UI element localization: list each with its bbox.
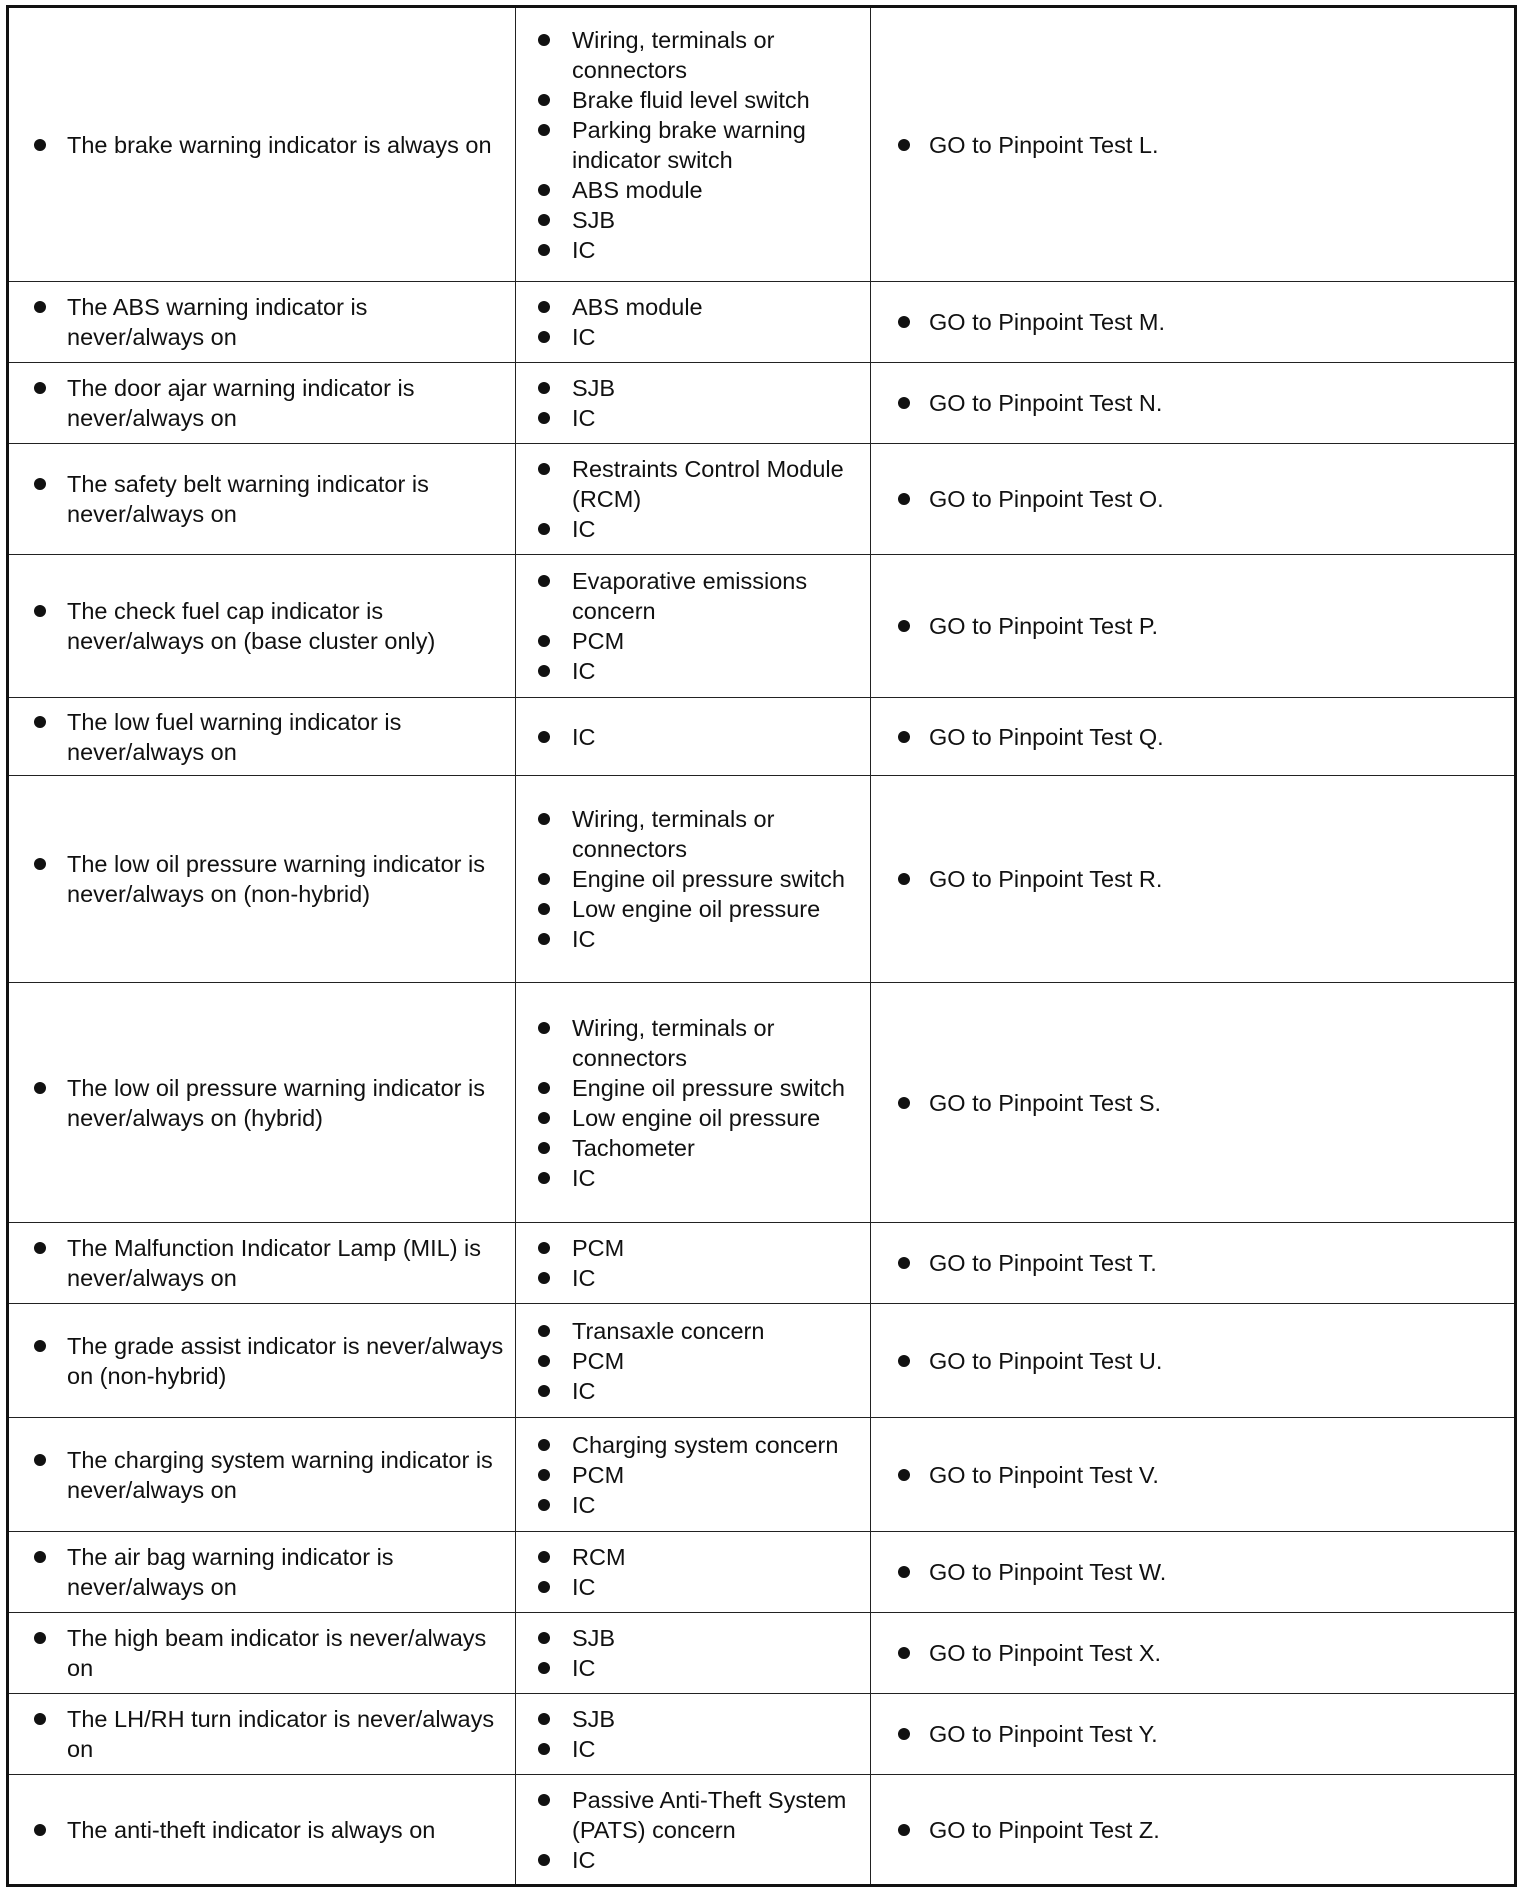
- table-row: [8, 698, 1516, 776]
- possible-source-item: PCM: [516, 1346, 864, 1376]
- condition-text: The high beam indicator is never/always on: [9, 1623, 509, 1683]
- possible-source-list: [516, 1233, 864, 1293]
- pinpoint-test-action: GO to Pinpoint Test W.: [871, 1557, 1508, 1587]
- action-list: [871, 1557, 1508, 1587]
- condition-cell: [8, 1304, 516, 1418]
- action-list: [871, 722, 1508, 752]
- table-row: [8, 282, 1516, 363]
- action-list: [871, 1088, 1508, 1118]
- condition-text: The anti-theft indicator is always on: [9, 1815, 509, 1845]
- possible-source-item: IC: [516, 1572, 864, 1602]
- condition-cell: [8, 363, 516, 444]
- possible-source-list: [516, 1623, 864, 1683]
- condition-list: [9, 1704, 509, 1764]
- condition-cell: [8, 444, 516, 555]
- condition-text: The low fuel warning indicator is never/always on: [9, 707, 509, 767]
- pinpoint-test-action: GO to Pinpoint Test V.: [871, 1460, 1508, 1490]
- possible-source-item: IC: [516, 235, 864, 265]
- pinpoint-test-action: GO to Pinpoint Test T.: [871, 1248, 1508, 1278]
- table-row: [8, 1694, 1516, 1775]
- condition-list: [9, 130, 509, 160]
- possible-source-cell: [516, 1694, 871, 1775]
- table-row: [8, 983, 1516, 1223]
- pinpoint-test-action: GO to Pinpoint Test X.: [871, 1638, 1508, 1668]
- condition-cell: [8, 1223, 516, 1304]
- possible-source-item: ABS module: [516, 292, 864, 322]
- possible-source-item: SJB: [516, 373, 864, 403]
- possible-source-item: Charging system concern: [516, 1430, 864, 1460]
- action-cell: [871, 698, 1516, 776]
- condition-cell: [8, 1775, 516, 1886]
- action-cell: [871, 7, 1516, 282]
- condition-list: [9, 1073, 509, 1133]
- possible-source-list: [516, 804, 864, 954]
- action-cell: [871, 363, 1516, 444]
- table-row: [8, 1613, 1516, 1694]
- condition-cell: [8, 7, 516, 282]
- table-row: [8, 776, 1516, 983]
- pinpoint-test-action: GO to Pinpoint Test S.: [871, 1088, 1508, 1118]
- possible-source-item: Restraints Control Module (RCM): [516, 454, 864, 514]
- possible-source-list: [516, 566, 864, 686]
- table-row: [8, 363, 1516, 444]
- possible-source-list: [516, 1704, 864, 1764]
- possible-source-cell: [516, 1223, 871, 1304]
- condition-list: [9, 1815, 509, 1845]
- action-cell: [871, 1223, 1516, 1304]
- possible-source-item: IC: [516, 722, 864, 752]
- possible-source-list: [516, 454, 864, 544]
- action-cell: [871, 555, 1516, 698]
- symptom-chart: [6, 5, 1514, 1887]
- condition-list: [9, 849, 509, 909]
- table-row: [8, 1418, 1516, 1532]
- possible-source-item: IC: [516, 1376, 864, 1406]
- pinpoint-test-action: GO to Pinpoint Test L.: [871, 130, 1508, 160]
- possible-source-item: Engine oil pressure switch: [516, 1073, 864, 1103]
- possible-source-cell: [516, 1418, 871, 1532]
- condition-cell: [8, 983, 516, 1223]
- action-cell: [871, 282, 1516, 363]
- condition-cell: [8, 1694, 516, 1775]
- possible-source-cell: [516, 282, 871, 363]
- condition-text: The low oil pressure warning indicator is never/always on (non-hybrid): [9, 849, 509, 909]
- condition-text: The Malfunction Indicator Lamp (MIL) is never/always on: [9, 1233, 509, 1293]
- pinpoint-test-action: GO to Pinpoint Test Z.: [871, 1815, 1508, 1845]
- condition-text: The charging system warning indicator is never/always on: [9, 1445, 509, 1505]
- condition-cell: [8, 282, 516, 363]
- condition-text: The grade assist indicator is never/always on (non-hybrid): [9, 1331, 509, 1391]
- possible-source-item: PCM: [516, 1233, 864, 1263]
- action-list: [871, 1719, 1508, 1749]
- possible-source-item: SJB: [516, 1623, 864, 1653]
- possible-source-item: IC: [516, 1263, 864, 1293]
- possible-source-cell: [516, 1775, 871, 1886]
- action-cell: [871, 444, 1516, 555]
- pinpoint-test-action: GO to Pinpoint Test Y.: [871, 1719, 1508, 1749]
- pinpoint-test-action: GO to Pinpoint Test P.: [871, 611, 1508, 641]
- possible-source-list: [516, 1013, 864, 1193]
- action-list: [871, 1248, 1508, 1278]
- possible-source-item: SJB: [516, 1704, 864, 1734]
- condition-list: [9, 596, 509, 656]
- action-list: [871, 1460, 1508, 1490]
- possible-source-cell: [516, 444, 871, 555]
- possible-source-cell: [516, 1532, 871, 1613]
- possible-source-list: [516, 292, 864, 352]
- possible-source-cell: [516, 363, 871, 444]
- condition-cell: [8, 1613, 516, 1694]
- table-row: [8, 7, 1516, 282]
- action-list: [871, 611, 1508, 641]
- condition-text: The air bag warning indicator is never/always on: [9, 1542, 509, 1602]
- table-row: [8, 1223, 1516, 1304]
- possible-source-item: IC: [516, 1845, 864, 1875]
- action-list: [871, 1346, 1508, 1376]
- possible-source-item: Brake fluid level switch: [516, 85, 864, 115]
- condition-list: [9, 292, 509, 352]
- action-cell: [871, 1694, 1516, 1775]
- condition-cell: [8, 555, 516, 698]
- action-list: [871, 864, 1508, 894]
- possible-source-item: ABS module: [516, 175, 864, 205]
- action-cell: [871, 983, 1516, 1223]
- action-cell: [871, 1304, 1516, 1418]
- possible-source-item: IC: [516, 924, 864, 954]
- possible-source-cell: [516, 698, 871, 776]
- possible-source-item: IC: [516, 1490, 864, 1520]
- table-row: [8, 555, 1516, 698]
- condition-text: The LH/RH turn indicator is never/always on: [9, 1704, 509, 1764]
- possible-source-item: Wiring, terminals or connectors: [516, 1013, 864, 1073]
- condition-text: The door ajar warning indicator is never/always on: [9, 373, 509, 433]
- possible-source-list: [516, 1316, 864, 1406]
- condition-list: [9, 1331, 509, 1391]
- action-list: [871, 130, 1508, 160]
- action-list: [871, 388, 1508, 418]
- action-cell: [871, 776, 1516, 983]
- possible-source-item: IC: [516, 656, 864, 686]
- condition-cell: [8, 776, 516, 983]
- possible-source-list: [516, 373, 864, 433]
- table-row: [8, 444, 1516, 555]
- possible-source-item: IC: [516, 1734, 864, 1764]
- condition-cell: [8, 1418, 516, 1532]
- condition-text: The safety belt warning indicator is never/always on: [9, 469, 509, 529]
- possible-source-item: IC: [516, 1653, 864, 1683]
- possible-source-item: Transaxle concern: [516, 1316, 864, 1346]
- condition-list: [9, 1445, 509, 1505]
- possible-source-item: Tachometer: [516, 1133, 864, 1163]
- possible-source-item: IC: [516, 514, 864, 544]
- possible-source-item: IC: [516, 1163, 864, 1193]
- symptom-table: [6, 5, 1517, 1887]
- possible-source-list: [516, 1785, 864, 1875]
- condition-list: [9, 707, 509, 767]
- possible-source-cell: [516, 983, 871, 1223]
- possible-source-item: Low engine oil pressure: [516, 894, 864, 924]
- possible-source-item: RCM: [516, 1542, 864, 1572]
- possible-source-cell: [516, 776, 871, 983]
- pinpoint-test-action: GO to Pinpoint Test M.: [871, 307, 1508, 337]
- possible-source-item: Engine oil pressure switch: [516, 864, 864, 894]
- action-list: [871, 307, 1508, 337]
- possible-source-list: [516, 1430, 864, 1520]
- condition-list: [9, 1542, 509, 1602]
- condition-list: [9, 373, 509, 433]
- possible-source-item: Low engine oil pressure: [516, 1103, 864, 1133]
- action-cell: [871, 1775, 1516, 1886]
- table-row: [8, 1532, 1516, 1613]
- condition-list: [9, 1233, 509, 1293]
- possible-source-item: IC: [516, 403, 864, 433]
- pinpoint-test-action: GO to Pinpoint Test R.: [871, 864, 1508, 894]
- condition-text: The ABS warning indicator is never/always on: [9, 292, 509, 352]
- possible-source-item: Passive Anti-Theft System (PATS) concern: [516, 1785, 864, 1845]
- table-row: [8, 1775, 1516, 1886]
- possible-source-cell: [516, 555, 871, 698]
- table-body: [8, 7, 1516, 1886]
- action-cell: [871, 1532, 1516, 1613]
- possible-source-list: [516, 25, 864, 265]
- pinpoint-test-action: GO to Pinpoint Test U.: [871, 1346, 1508, 1376]
- action-list: [871, 484, 1508, 514]
- possible-source-item: Wiring, terminals or connectors: [516, 25, 864, 85]
- possible-source-item: IC: [516, 322, 864, 352]
- pinpoint-test-action: GO to Pinpoint Test N.: [871, 388, 1508, 418]
- condition-list: [9, 1623, 509, 1683]
- pinpoint-test-action: GO to Pinpoint Test Q.: [871, 722, 1508, 752]
- possible-source-cell: [516, 1304, 871, 1418]
- condition-cell: [8, 1532, 516, 1613]
- table-row: [8, 1304, 1516, 1418]
- action-cell: [871, 1613, 1516, 1694]
- possible-source-item: PCM: [516, 626, 864, 656]
- condition-cell: [8, 698, 516, 776]
- possible-source-item: PCM: [516, 1460, 864, 1490]
- pinpoint-test-action: GO to Pinpoint Test O.: [871, 484, 1508, 514]
- possible-source-item: Evaporative emissions concern: [516, 566, 864, 626]
- possible-source-cell: [516, 7, 871, 282]
- condition-text: The low oil pressure warning indicator is never/always on (hybrid): [9, 1073, 509, 1133]
- possible-source-cell: [516, 1613, 871, 1694]
- condition-list: [9, 469, 509, 529]
- action-list: [871, 1638, 1508, 1668]
- action-cell: [871, 1418, 1516, 1532]
- condition-text: The brake warning indicator is always on: [9, 130, 509, 160]
- possible-source-item: Wiring, terminals or connectors: [516, 804, 864, 864]
- possible-source-item: SJB: [516, 205, 864, 235]
- possible-source-list: [516, 1542, 864, 1602]
- condition-text: The check fuel cap indicator is never/always on (base cluster only): [9, 596, 509, 656]
- possible-source-item: Parking brake warning indicator switch: [516, 115, 864, 175]
- action-list: [871, 1815, 1508, 1845]
- possible-source-list: [516, 722, 864, 752]
